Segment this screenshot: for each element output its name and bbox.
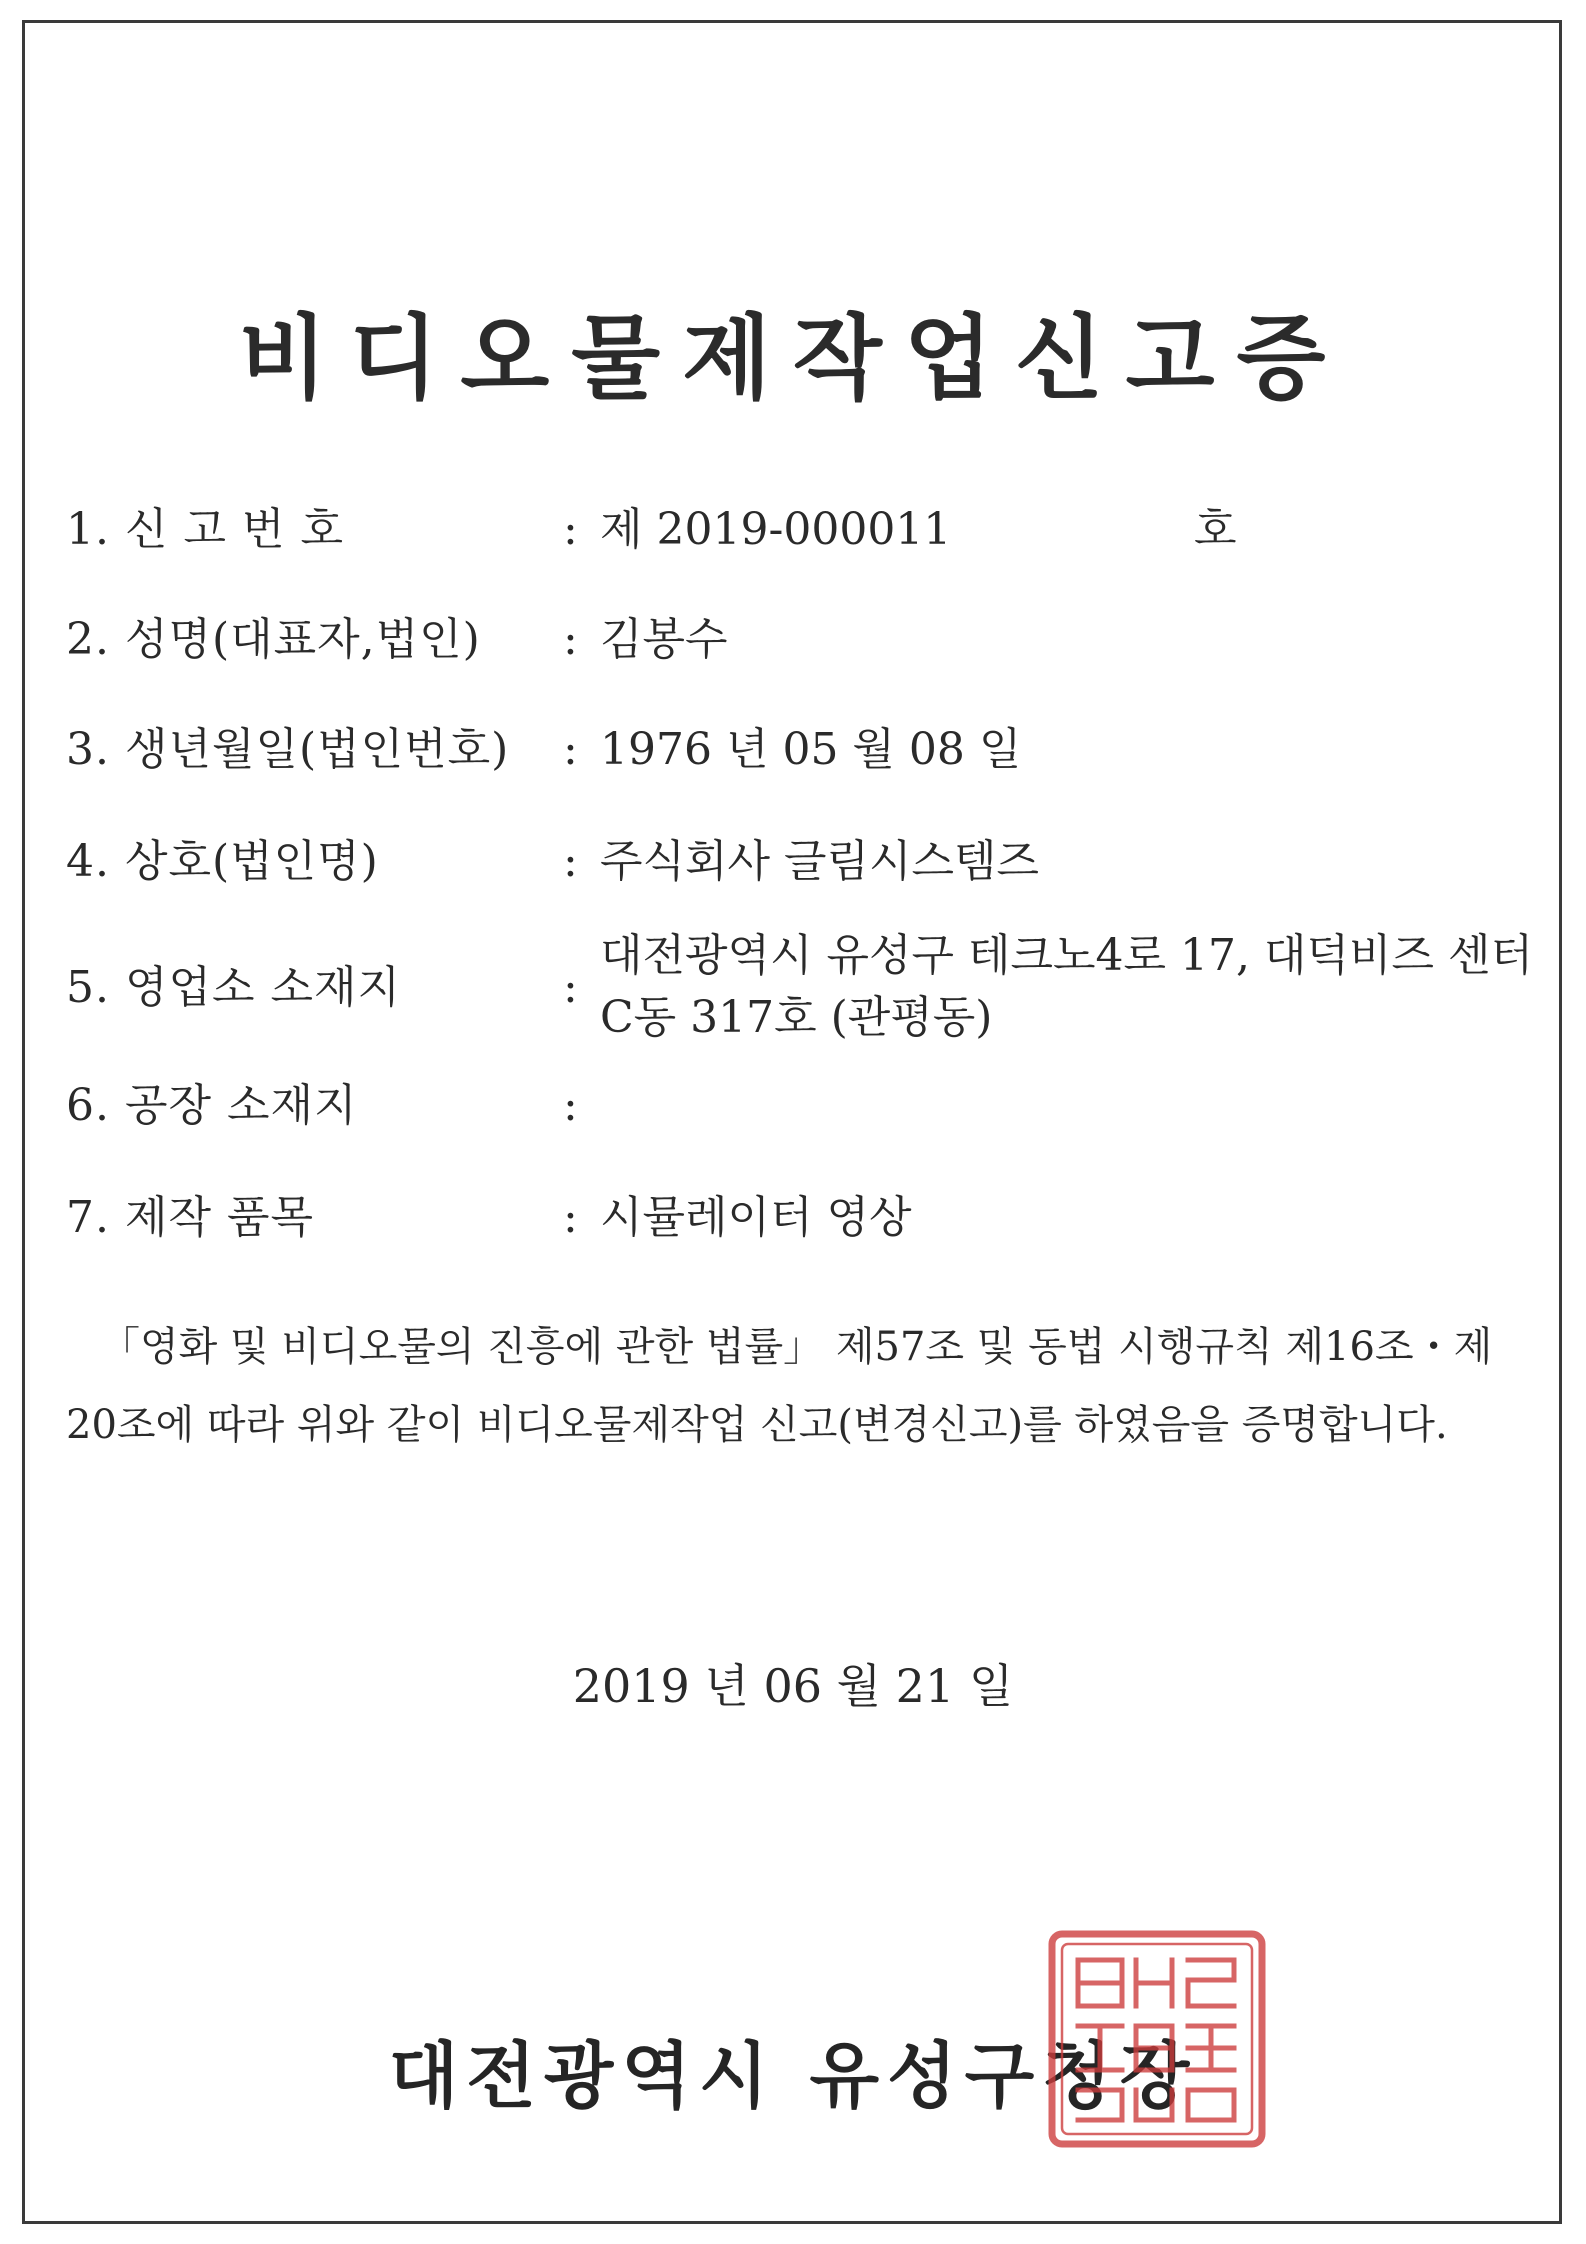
field-value: 김봉수 [600,614,728,665]
field-colon: : [563,614,578,665]
field-value: 대전광역시 유성구 테크노4로 17, 대덕비즈 센터 C동 317호 (관평동) [600,930,1533,1043]
field-colon: : [563,504,578,555]
issue-date: 2019 년 06 월 21 일 [572,1659,1014,1713]
field-label: 2. 성명(대표자,법인) [66,614,481,665]
field-colon: : [563,724,578,775]
issuer-name: 대전광역시 유성구청장 [388,2033,1198,2118]
field-label: 4. 상호(법인명) [66,836,379,887]
field-value: 1976 년 05 월 08 일 [600,724,1022,775]
field-suffix: 호 [1194,504,1237,555]
field-colon: : [563,836,578,887]
field-label: 3. 생년월일(법인번호) [66,724,510,775]
certification-statement [66,1308,1536,1464]
field-colon: : [563,1192,578,1243]
field-value: 주식회사 글림시스템즈 [600,836,1040,887]
field-label: 7. 제작 품목 [66,1192,314,1243]
field-value: 제 2019-000011 [600,504,952,555]
field-label: 5. 영업소 소재지 [66,962,401,1013]
field-label: 6. 공장 소재지 [66,1080,358,1131]
field-colon: : [563,1080,578,1131]
field-value: 시뮬레이터 영상 [600,1192,912,1243]
field-label: 1. 신 고 번 호 [66,504,344,555]
document-title: 비디오물제작업신고증 [238,304,1348,412]
field-colon: : [563,962,578,1013]
official-seal-stamp [1044,1926,1270,2152]
statement-text: 「영화 및 비디오물의 진흥에 관한 법률」 제57조 및 동법 시행규칙 제16조・제20조에 따라 위와 같이 비디오물제작업 신고(변경신고)를 하였음을 증명합니다. [66,1324,1493,1448]
